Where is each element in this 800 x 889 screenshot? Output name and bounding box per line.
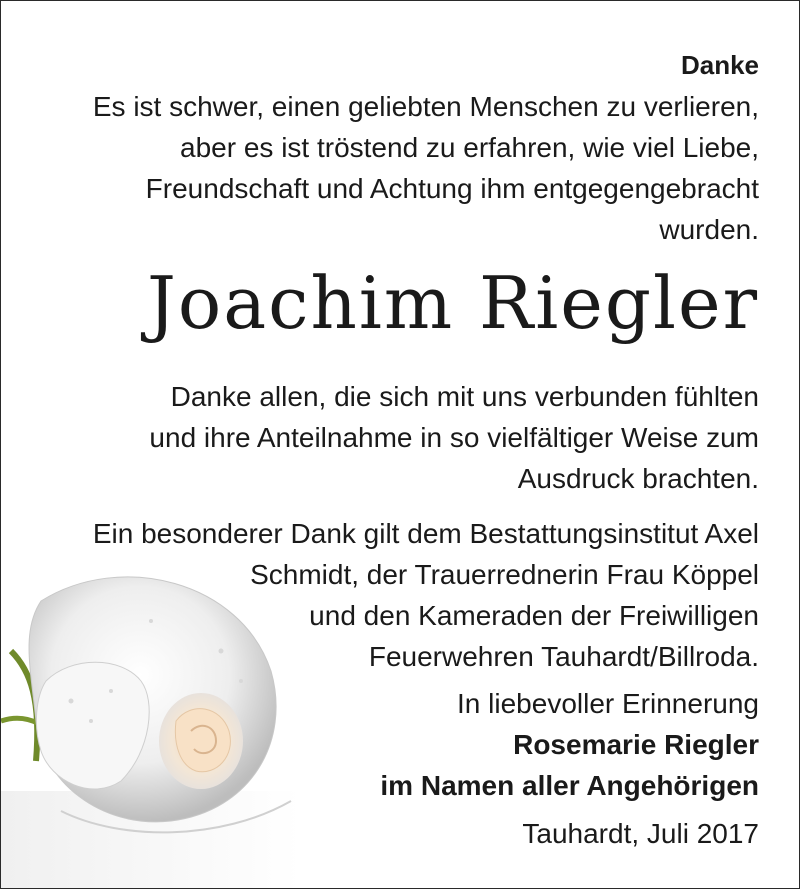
intro-paragraph	[93, 86, 759, 250]
special-line: Ein besonderer Dank gilt dem Bestattungsinstitut Axel	[92, 518, 759, 549]
thanks-line: Danke allen, die sich mit uns verbunden fühlten	[170, 381, 759, 412]
thanks-line: Ausdruck brachten.	[517, 463, 759, 494]
special-line: und den Kameraden der Freiwilligen	[309, 600, 759, 631]
family-line: im Namen aller Angehörigen	[380, 770, 759, 801]
thanks-line: und ihre Anteilnahme in so vielfältiger Weise zum	[149, 422, 759, 453]
deceased-name: Joachim Riegler	[146, 261, 759, 345]
memory-line: In liebevoller Erinnerung	[457, 688, 759, 719]
intro-line: aber es ist tröstend zu erfahren, wie viel Liebe,	[180, 132, 759, 163]
intro-line: wurden.	[659, 214, 759, 245]
special-line: Feuerwehren Tauhardt/Billroda.	[368, 641, 759, 672]
place-date: Tauhardt, Juli 2017	[522, 818, 759, 849]
thanks-paragraph	[149, 376, 759, 499]
memory-block	[380, 683, 759, 806]
intro-line: Es ist schwer, einen geliebten Menschen zu verlieren,	[92, 91, 759, 122]
heading-danke: Danke	[680, 50, 759, 80]
intro-line: Freundschaft und Achtung ihm entgegengebracht	[145, 173, 759, 204]
special-thanks-paragraph	[93, 513, 759, 677]
special-line: Schmidt, der Trauerrednerin Frau Köppel	[250, 559, 759, 590]
signer-name: Rosemarie Riegler	[513, 729, 759, 760]
